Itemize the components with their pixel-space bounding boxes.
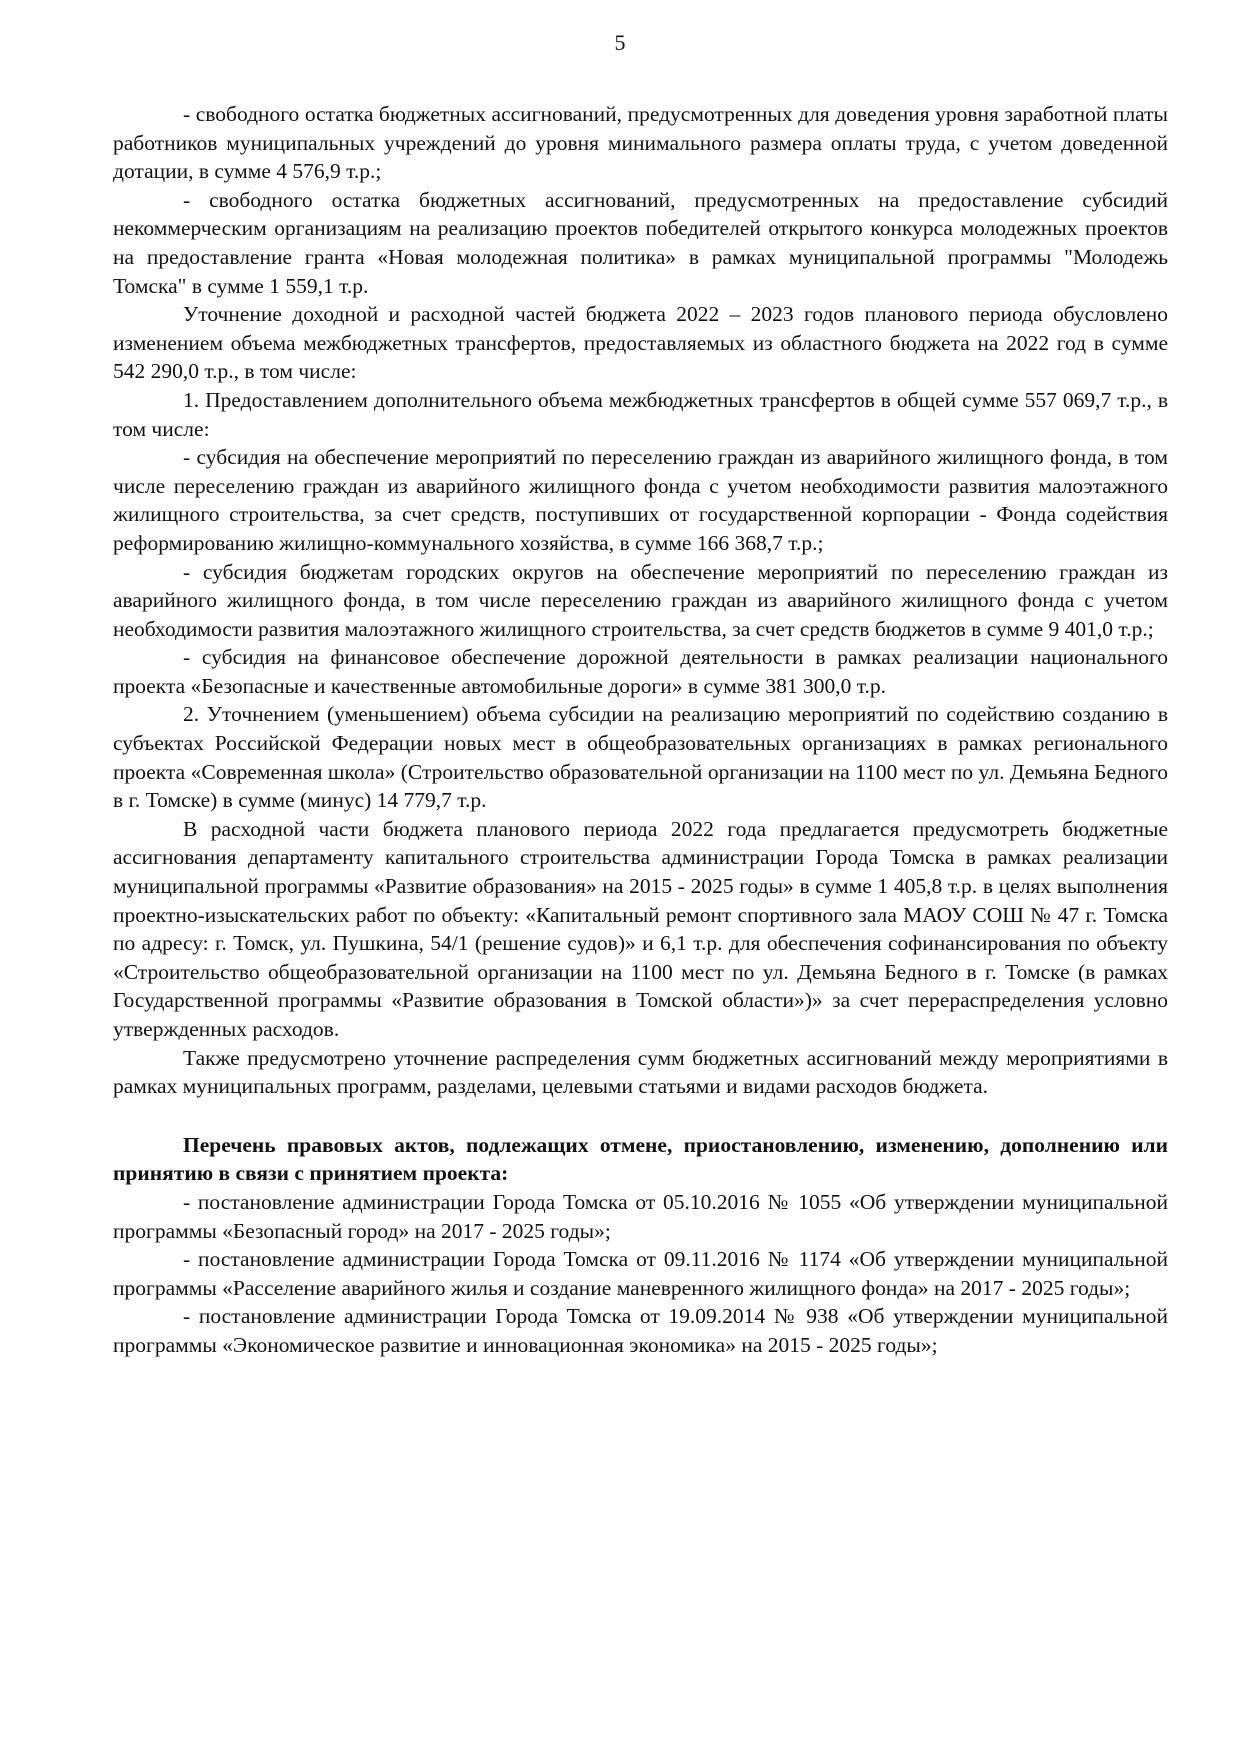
paragraph: - постановление администрации Города Томска от 09.11.2016 № 1174 «Об утверждении муниципальной программы «Расселение аварийного жилья и создание маневренного жилищного фонда» на 2017 - 2025 годы»; xyxy=(113,1247,1168,1300)
paragraph: Также предусмотрено уточнение распределения сумм бюджетных ассигнований между мероприятиями в рамках муниципальных программ, разделами, целевыми статьями и видами расходов бюджета. xyxy=(113,1045,1168,1099)
section-heading: Перечень правовых актов, подлежащих отмене, приостановлению, изменению, дополнению или принятию в связи с принятием проекта: xyxy=(113,1132,1168,1186)
paragraph: Уточнение доходной и расходной частей бюджета 2022 – 2023 годов планового периода обусловлено изменением объема межбюджетных трансфертов, предоставляемых из областного бюджета на 2022 год в сумме 542 290,0 т.р., в том числе: xyxy=(113,302,1168,384)
paragraph: 1. Предоставлением дополнительного объема межбюджетных трансфертов в общей сумме 557 069,7 т.р., в том числе: xyxy=(113,387,1168,441)
paragraph: - свободного остатка бюджетных ассигнований, предусмотренных на предоставление субсидий некоммерческим организациям на реализацию проектов победителей открытого конкурса молодежных проектов на предоставление гранта «Новая молодежная политика» в рамках муниципальной программы "Молодежь Томска" в сумме 1 559,1 т.р. xyxy=(113,187,1168,298)
page-number: 5 xyxy=(614,30,626,55)
paragraph: - субсидия на финансовое обеспечение дорожной деятельности в рамках реализации национального проекта «Безопасные и качественные автомобильные дороги» в сумме 381 300,0 т.р. xyxy=(113,645,1168,698)
paragraph: - субсидия бюджетам городских округов на обеспечение мероприятий по переселению граждан из аварийного жилищного фонда, в том числе переселению граждан из аварийного жилищного фонда с учетом необходимости развития малоэтажного жилищного строительства, за счет средств бюджетов в сумме 9 401,0 т.р.; xyxy=(113,559,1168,641)
paragraph: - свободного остатка бюджетных ассигнований, предусмотренных для доведения уровня заработной платы работников муниципальных учреждений до уровня минимального размера оплаты труда, с учетом доведенной дотации, в сумме 4 576,9 т.р.; xyxy=(113,102,1168,184)
section-gap xyxy=(113,1101,1168,1131)
paragraph: - субсидия на обеспечение мероприятий по переселению граждан из аварийного жилищного фонда, в том числе переселению граждан из аварийного жилищного фонда с учетом необходимости развития малоэтажного жилищного строительства, за счет средств, поступивших от государственной корпорации - Фонда содействия реформированию жилищно-коммунального хозяйства, в сумме 166 368,7 т.р.; xyxy=(113,445,1168,555)
paragraph: В расходной части бюджета планового периода 2022 года предлагается предусмотреть бюджетные ассигнования департаменту капитального строительства администрации Города Томска в рамках реализации муниципальной программы «Развитие образования» на 2015 - 2025 годы» в сумме 1 405,8 т.р. в целях выполнения проектно-изыскательских работ по объекту: «Капитальный ремонт спортивного зала МАОУ СОШ № 47 г. Томска по адресу: г. Томск, ул. Пушкина, 54/1 (решение судов)» и 6,1 т.р. для обеспечения софинансирования по объекту «Строительство общеобразовательной организации на 1100 мест по ул. Демьяна Бедного в г. Томске (в рамках Государственной программы «Развитие образования в Томской области»)» за счет перераспределения условно утвержденных расходов. xyxy=(113,816,1168,1041)
paragraph: - постановление администрации Города Томска от 19.09.2014 № 938 «Об утверждении муниципальной программы «Экономическое развитие и инновационная экономика» на 2015 - 2025 годы»; xyxy=(113,1304,1168,1357)
paragraph: 2. Уточнением (уменьшением) объема субсидии на реализацию мероприятий по содействию созданию в субъектах Российской Федерации новых мест в общеобразовательных организациях в рамках регионального проекта «Современная школа» (Строительство образовательной организации на 1100 мест по ул. Демьяна Бедного в г. Томске) в сумме (минус) 14 779,7 т.р. xyxy=(113,702,1168,813)
document-body xyxy=(113,100,1168,1360)
paragraph: - постановление администрации Города Томска от 05.10.2016 № 1055 «Об утверждении муниципальной программы «Безопасный город» на 2017 - 2025 годы»; xyxy=(113,1189,1168,1243)
